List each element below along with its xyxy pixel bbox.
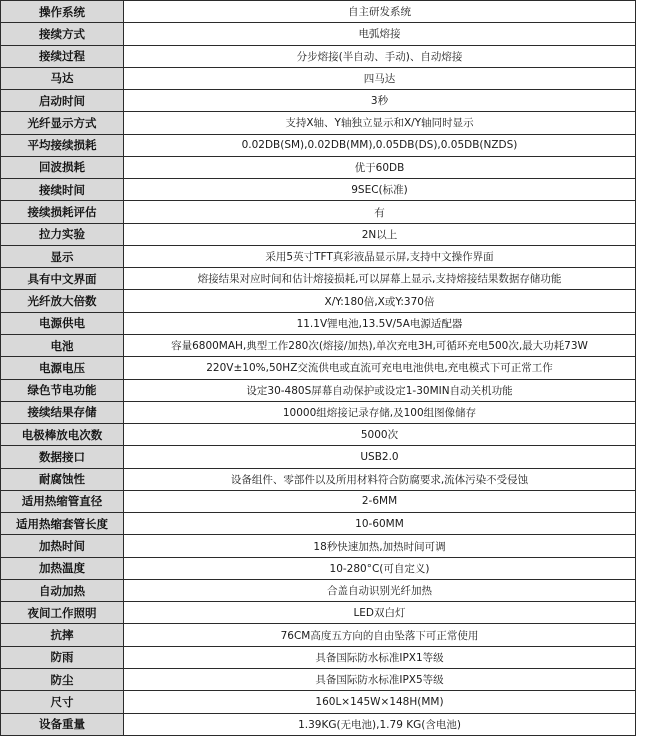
- spec-value: 具备国际防水标准IPX1等级: [124, 646, 636, 668]
- spec-row: [1, 713, 636, 736]
- spec-label: 接续结果存储: [1, 401, 124, 423]
- spec-value: 3秒: [124, 90, 636, 112]
- spec-label: 接续时间: [1, 179, 124, 201]
- spec-row: [1, 268, 636, 290]
- spec-label: 启动时间: [1, 90, 124, 112]
- spec-label: 数据接口: [1, 446, 124, 468]
- spec-label: 抗摔: [1, 624, 124, 646]
- spec-row: [1, 691, 636, 713]
- spec-label: 光纤显示方式: [1, 112, 124, 134]
- spec-label: 接续损耗评估: [1, 201, 124, 223]
- spec-label: 电极棒放电次数: [1, 424, 124, 446]
- spec-row: [1, 424, 636, 446]
- spec-value: 合盖自动识别光纤加热: [124, 579, 636, 601]
- spec-row: [1, 179, 636, 201]
- spec-value: 支持X轴、Y轴独立显示和X/Y轴同时显示: [124, 112, 636, 134]
- spec-row: [1, 201, 636, 223]
- spec-label: 具有中文界面: [1, 268, 124, 290]
- spec-value: 1.39KG(无电池),1.79 KG(含电池): [124, 713, 636, 736]
- spec-row: [1, 535, 636, 557]
- spec-row: [1, 513, 636, 535]
- spec-value: 容量6800MAH,典型工作280次(熔接/加热),单次充电3H,可循环充电500次,最大功耗73W: [124, 334, 636, 356]
- spec-label: 光纤放大倍数: [1, 290, 124, 312]
- spec-label: 防尘: [1, 668, 124, 690]
- spec-value: 四马达: [124, 67, 636, 89]
- spec-value: 11.1V锂电池,13.5V/5A电源适配器: [124, 312, 636, 334]
- spec-value: 有: [124, 201, 636, 223]
- spec-value: 5000次: [124, 424, 636, 446]
- spec-row: [1, 646, 636, 668]
- spec-label: 适用热缩套管长度: [1, 513, 124, 535]
- spec-row: [1, 357, 636, 379]
- spec-label: 电池: [1, 334, 124, 356]
- spec-label: 耐腐蚀性: [1, 468, 124, 490]
- spec-row: [1, 1, 636, 23]
- spec-row: [1, 579, 636, 601]
- spec-value: X/Y:180倍,X或Y:370倍: [124, 290, 636, 312]
- spec-row: [1, 290, 636, 312]
- spec-row: [1, 67, 636, 89]
- spec-row: [1, 446, 636, 468]
- spec-label: 防雨: [1, 646, 124, 668]
- spec-value: LED双白灯: [124, 602, 636, 624]
- spec-label: 自动加热: [1, 579, 124, 601]
- spec-label: 夜间工作照明: [1, 602, 124, 624]
- spec-label: 电源供电: [1, 312, 124, 334]
- spec-value: 18秒快速加热,加热时间可调: [124, 535, 636, 557]
- spec-row: [1, 223, 636, 245]
- spec-label: 平均接续损耗: [1, 134, 124, 156]
- spec-value: 自主研发系统: [124, 1, 636, 23]
- spec-row: [1, 156, 636, 178]
- spec-row: [1, 45, 636, 67]
- spec-row: [1, 468, 636, 490]
- spec-label: 接续方式: [1, 23, 124, 45]
- spec-row: [1, 112, 636, 134]
- spec-value: 设定30-480S屏幕自动保护或设定1-30MIN自动关机功能: [124, 379, 636, 401]
- spec-label: 绿色节电功能: [1, 379, 124, 401]
- spec-label: 显示: [1, 245, 124, 267]
- spec-row: [1, 134, 636, 156]
- spec-value: 160L×145W×148H(MM): [124, 691, 636, 713]
- spec-label: 拉力实验: [1, 223, 124, 245]
- spec-value: 优于60DB: [124, 156, 636, 178]
- spec-row: [1, 602, 636, 624]
- spec-label: 加热时间: [1, 535, 124, 557]
- spec-value: 10000组熔接记录存储,及100组图像储存: [124, 401, 636, 423]
- spec-value: 设备组件、零部件以及所用材料符合防腐要求,流体污染不受侵蚀: [124, 468, 636, 490]
- spec-row: [1, 401, 636, 423]
- spec-label: 设备重量: [1, 713, 124, 736]
- spec-value: 9SEC(标准): [124, 179, 636, 201]
- spec-table-body: [1, 1, 636, 736]
- spec-label: 适用热缩管直径: [1, 490, 124, 512]
- spec-value: 采用5英寸TFT真彩液晶显示屏,支持中文操作界面: [124, 245, 636, 267]
- spec-row: [1, 23, 636, 45]
- spec-label: 操作系统: [1, 1, 124, 23]
- spec-row: [1, 557, 636, 579]
- spec-value: USB2.0: [124, 446, 636, 468]
- spec-label: 加热温度: [1, 557, 124, 579]
- spec-value: 具备国际防水标准IPX5等级: [124, 668, 636, 690]
- spec-value: 2-6MM: [124, 490, 636, 512]
- spec-value: 分步熔接(半自动、手动)、自动熔接: [124, 45, 636, 67]
- spec-label: 接续过程: [1, 45, 124, 67]
- spec-row: [1, 624, 636, 646]
- spec-row: [1, 312, 636, 334]
- spec-row: [1, 668, 636, 690]
- spec-label: 尺寸: [1, 691, 124, 713]
- spec-label: 马达: [1, 67, 124, 89]
- spec-row: [1, 379, 636, 401]
- spec-value: 10-280°C(可自定义): [124, 557, 636, 579]
- spec-row: [1, 490, 636, 512]
- spec-row: [1, 245, 636, 267]
- spec-value: 220V±10%,50HZ交流供电或直流可充电电池供电,充电模式下可正常工作: [124, 357, 636, 379]
- spec-label: 回波损耗: [1, 156, 124, 178]
- spec-row: [1, 90, 636, 112]
- spec-value: 0.02DB(SM),0.02DB(MM),0.05DB(DS),0.05DB(NZDS): [124, 134, 636, 156]
- spec-row: [1, 334, 636, 356]
- spec-label: 电源电压: [1, 357, 124, 379]
- spec-value: 2N以上: [124, 223, 636, 245]
- spec-value: 10-60MM: [124, 513, 636, 535]
- spec-value: 熔接结果对应时间和估计熔接损耗,可以屏幕上显示,支持熔接结果数据存储功能: [124, 268, 636, 290]
- spec-value: 电弧熔接: [124, 23, 636, 45]
- spec-value: 76CM高度五方向的自由坠落下可正常使用: [124, 624, 636, 646]
